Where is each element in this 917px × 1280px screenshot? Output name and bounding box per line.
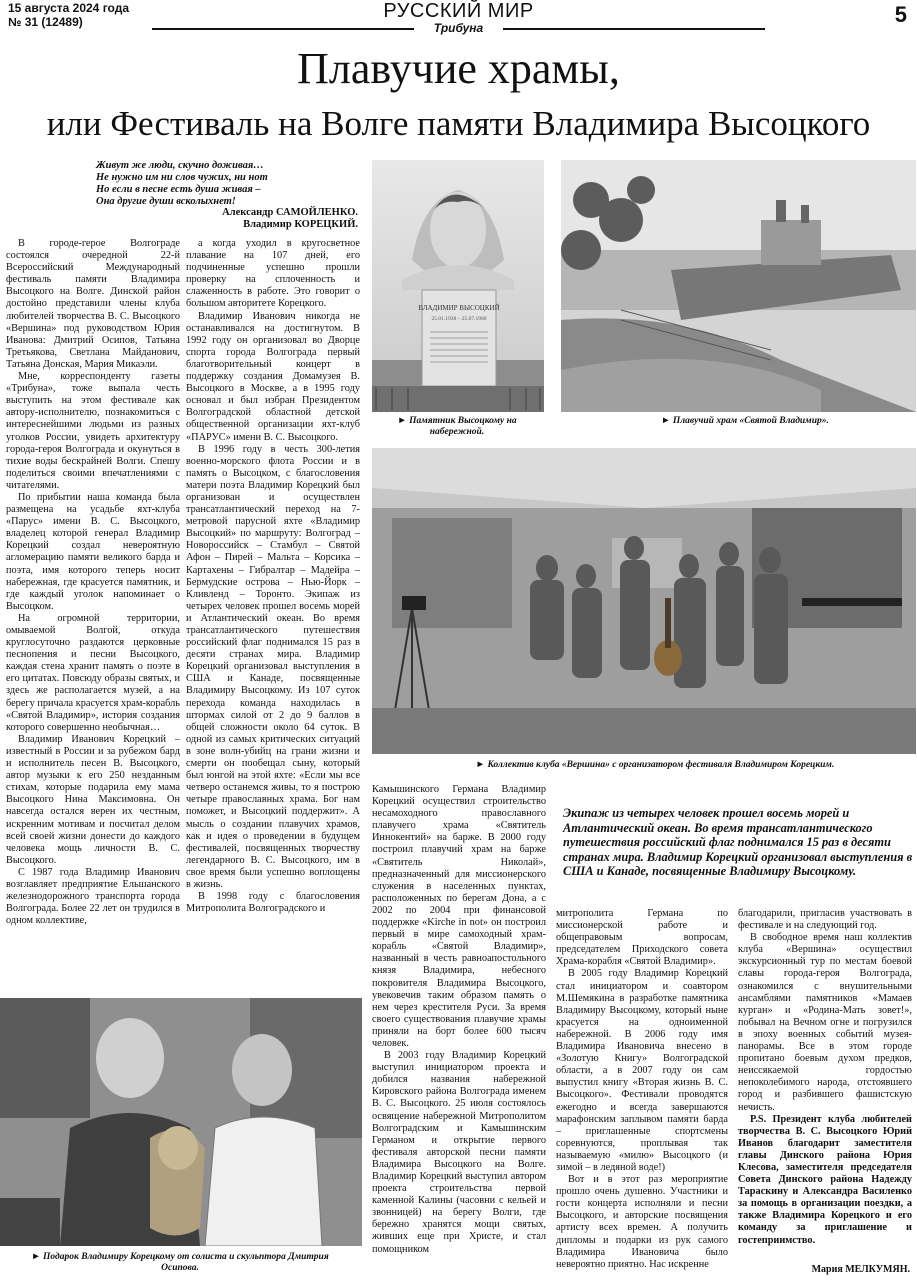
paragraph: благодарили, пригласив участвовать в фестивале и на следующий год. — [738, 908, 912, 932]
paragraph: P.S. Президент клуба любителей творчества В. С. Высоцкого Юрий Иванов благодарит заместителя главы Динского района Юрия Клесова, заместителя председателя Совета Динского района Надежду Тараскину и Александра Василенко за помощь в организации поездки, а также Владимира Корецкого и его команду за приглашение и гостеприимство. — [738, 1113, 912, 1246]
gift-caption: ► Подарок Владимиру Корецкому от солиста и скульптора Дмитрия Осипова. — [31, 1252, 329, 1273]
page-number: 5 — [894, 2, 907, 27]
masthead-subtitle: Трибуна — [433, 21, 484, 35]
issue-date: 15 августа 2024 года — [8, 1, 129, 15]
article-column-5 — [738, 908, 912, 1262]
page-header — [0, 0, 917, 36]
paragraph: Владимир Иванович никогда не останавливался на достигнутом. В 1992 году он организовал во Дворце спорта города Волгограда первый благотворительный концерт в поддержку создания Домамузея В. Высоцкого в Москве, а в 1995 году основал и был избран Президентом Волгоградской областной детской общественной организации яхт-клуб «ПАРУС» имени В. С. Высоцкого. — [186, 310, 360, 443]
paragraph: С 1987 года Владимир Иванович возглавляет предприятие Ельшанского железнодорожного транспорта города Волгограда. Более 22 лет он трудился в одном коллективе, — [6, 866, 180, 927]
epigraph — [96, 160, 358, 208]
masthead: РУССКИЙ МИР — [383, 0, 534, 22]
group-caption: ► Коллектив клуба «Вершина» с организатором фестиваля Владимиром Корецким. — [475, 760, 835, 770]
paragraph: Камышинского Германа Владимир Корецкий осуществил строительство несамоходного православного плавучего храма «Святитель Иннокентий» на барже. В 2000 году построил плавучий храм на барже «Святитель Николай», предназначенный для миссионерского служения в населенных пунктах, расположенных по берегам Дона, а с 2002 по 2004 при финансовой поддержке «Kirche in not» он построил первый в мире самоходный храм-корабль «Святой Владимир», названный в честь равноапостольного князя Владимира, небесного покровителя Владимира Высоцкого, увековечив таким образом память о нем через крестителя Руси. За время своего существования плавучие храмы приняли на борт более 600 тысяч человек. — [372, 784, 546, 1049]
paragraph: В 2003 году Владимир Корецкий выступил инициатором проекта и добился названия набережной Кировского района Волгограда именем В. С. Высоцкого. 25 июля состоялось освящение набережной Митрополитом Волгоградским и Камышинским Германом и открытие первого фестиваля авторской песни памяти Владимира Высоцкого на Волге. Владимир Корецкий выступил автором проекта строительства первой каменной Калины (часовни с кельей и звонницей) на берегу Волги, где бережно хранятся мощи святых, живших еще при Христе, и стал помощником — [372, 1050, 546, 1255]
paragraph: Мне, корреспонденту газеты «Трибуна», тоже выпала честь выступить на этом фестивале как автору-исполнителю, познакомиться с интереснейшими людьми из разных уголков России, увидеть архитектуру города-героя Волгограда и окунуться в тихие воды бескрайней Волги. Спешу поделиться своими впечатлениями с читателями. — [6, 371, 180, 491]
paragraph: По прибытии наша команда была размещена на усадьбе яхт-клуба «Парус» имени В. С. Высоцкого, владелец которой генерал Владимир Корецкий создал невероятную агломерацию памяти великого барда и поэта, имя которого теперь носит набережная, где красуется памятник, и где каждый уголок напоминает о Высоцком. — [6, 491, 180, 612]
monument-inscription: ВЛАДИМИР ВЫСОЦКИЙ — [418, 304, 500, 312]
monument-caption: ► Памятник Высоцкому на набережной. — [397, 416, 517, 437]
epigraph-line: Живут же люди, скучно доживая… — [96, 160, 264, 171]
article-column-1 — [6, 238, 180, 990]
epigraph-author: Александр САМОЙЛЕНКО. — [222, 207, 358, 218]
epigraph-author: Владимир КОРЕЦКИЙ. — [243, 219, 358, 230]
paragraph: а когда уходил в кругосветное плавание на 107 дней, его подчиненные успешно прошли проверку на сплоченность и слаженность в работе. Это говорит о большом авторитете Корецкого. — [186, 238, 360, 310]
group-image — [372, 448, 916, 754]
paragraph: Вот и в этот раз мероприятие прошло очень душевно. Участники и гости концерта исполняли и песни Высоцкого, и авторские посвящения артисту всех времен. А получить дипломы и подарки из рук самого Владимира Ивановича было невероятно приятно. Нас искренне — [556, 1174, 728, 1270]
group-photo — [372, 448, 916, 754]
paragraph: В 2005 году Владимир Корецкий стал инициатором и соавтором М.Шемякина в разработке памятника Владимиру Высоцкому, который ныне красуется на одноименной набережной. В 2006 году имя Владимира Ивановича внесено в «Золотую Книгу» Волгоградской области, а в 2007 году он сам выпустил книгу «Вторая жизнь В. С. Высоцкого». Фестивали проводятся ежегодно и всегда завершаются марафонским заплывом памяти барда – приглашенные спортсмены соревнуются, проплывая так называемую «милю» Высоцкого (и зимой – в ледяной воде!) — [556, 968, 728, 1173]
gift-photo — [0, 998, 362, 1246]
paragraph: Владимир Иванович Корецкий – известный в России и за рубежом бард и исполнитель песен В. Высоцкого, автор музыки к его 250 незданным стихам, которые подарила ему мама Высоцкого Нина Максимовна. Он навсегда остался верен их честным, искренним мотивам и посчитал делом всей своей жизни донести до каждого человека мощь личности В. С. Высоцкого. — [6, 733, 180, 866]
epigraph-line: Она другие души всколыхнет! — [96, 196, 236, 207]
article-column-2 — [186, 238, 360, 990]
paragraph: На огромной территории, омываемой Волгой, откуда круглосуточно раздаются церковные песнопения и песни Высоцкого, каждая стена хранит память о поэте в его цитатах. Повсюду образы святых, и здесь же располагается музей, а на берегу причала красуется храм-корабль «Святой Владимир», история создания которого совершенно необычная… — [6, 612, 180, 733]
headline-line-2: или Фестиваль на Волге памяти Владимира Высоцкого — [46, 104, 871, 143]
headline-line-1: Плавучие храмы, — [297, 44, 620, 93]
monument-image — [372, 160, 544, 412]
paragraph: В свободное время наш коллектив клуба «Вершина» осуществил экскурсионный тур по местам боевой славы города-героя Волгограда, ознакомился с внушительными ансамблями памятников «Мамаев курган» и «Родина-Мать зовет!», побывал на Вечном огне и погрузился в эпоху военных событий музея-панорамы. Все в этом городе пропитано боевым духом предков, неиссякаемой гордостью непоколебимого народа, отстоявшего город и разбившего фашистскую нечисть. — [738, 932, 912, 1113]
article-column-3 — [372, 784, 546, 1280]
issue-number: № 31 (12489) — [8, 15, 83, 29]
article-signature: Мария МЕЛКУМЯН. — [811, 1264, 910, 1275]
paragraph: В 1998 году с благословения Митрополита Волгоградского и — [186, 891, 360, 915]
gift-image — [0, 998, 362, 1246]
epigraph-line: Не нужно им ни слов чужих, ни нот — [96, 172, 268, 183]
paragraph: В 1996 году в честь 300-летия военно-морского флота России и в память о Высоцком, с благословения матери поэта Владимир Корецкий был организован и осуществлен трансатлантический переход на 7-метровой парусной яхте «Владимир Высоцкий» по маршруту: Волгоград – Новороссийск – Стамбул – Святой Афон – Пирей – Мальта – Корсика – Картахены – Гибралтар – Мадейра – Бермудские острова – Нью-Йорк – Кливленд – Торонто. Экипаж из четырех человек прошел восемь морей и Атлантический океан. Во время трансатлантического путешествия российский флаг поднимался 15 раз в десяти странах мира. Владимир Корецкий организовал выступления в США и Канаде, посвященные Владимиру Высоцкому. Из 107 суток перехода команда находилась в штормах силой от 2 до 9 баллов в общей сложности около 64 суток. В одной из самых критических ситуаций в зоне волн-убийц на грани жизни и смерти он пообещал сыну, который был юнгой на этой яхте: «Если мы все четверо останемся живы, то я построю четыре православных храма. Бог нам поможет, и Высоцкий поддержит». А мысль о создании плавучих храмов, как и идея о проведении в будущем фестивалей, посвященных творчеству легендарного В. С. Высоцкого, им в свое время были успешно воплощены в жизнь. — [186, 443, 360, 890]
epigraph-line: Но если в песне есть душа живая – — [96, 184, 261, 195]
floating-temple-photo — [561, 160, 916, 412]
floating-temple-image — [561, 160, 916, 412]
temple-caption: ► Плавучий храм «Святой Владимир». — [661, 416, 829, 426]
monument-photo — [372, 160, 544, 412]
paragraph: В городе-герое Волгограде состоялся очередной 22-й Всероссийский Международный фестиваль памяти Владимира Высоцкого на Волге. Динской район достойно представили члены клуба любителей творчества В. С. Высоцкого «Вершина» под руководством Юрия Иванова: Дмитрий Осипов, Татьяна Третьякова, Светлана Майданович, Татьяна Донская, Мария Микаэли. — [6, 238, 180, 370]
epigraph-authors — [160, 207, 358, 231]
article-column-4 — [556, 908, 728, 1280]
paragraph: митрополита Германа по миссионерской работе и общеправовым вопросам, председателем Приходского совета Храма-корабля «Святой Владимир». — [556, 908, 728, 968]
pull-quote: Экипаж из четырех человек прошел восемь морей и Атлантический океан. Во время трансатлантического путешествия российский флаг поднимался 15 раз в десяти странах мира. Владимир Корецкий организовал выступления в США и Канаде, посвященные Владимиру Высоцкому. — [563, 806, 913, 879]
monument-years: 25.01.1938 – 25.07.1980 — [431, 316, 487, 322]
